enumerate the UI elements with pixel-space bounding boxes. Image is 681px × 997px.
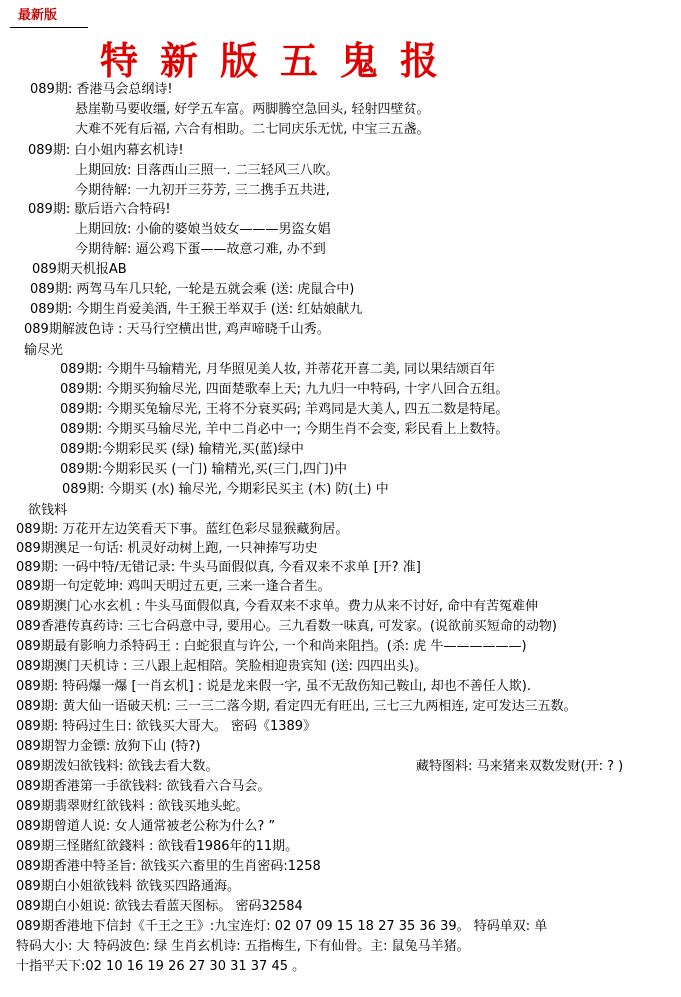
text-line: 089期最有影响力杀特码王 : 白蛇狠直与许公, 一个和尚来阻挡。(杀: 虎 牛——————) (16, 639, 527, 654)
text-line: 今期待解: 逼公鸡下蛋——故意刁难, 办不到 (75, 242, 326, 257)
text-line: 089期: 万花开左边笑看天下事。蓝红色彩尽显猴藏狗居。 (16, 522, 349, 537)
edition-badge: 最新版 (18, 8, 58, 23)
text-line: 089期: 特码爆一爆 [一肖玄机] : 说是龙来假一字, 虽不无敌伤知己鞍山, 却也不善任人欺). (16, 679, 531, 694)
text-line: 上期回放: 小偷的婆娘当妓女———男盗女娼 (75, 222, 331, 237)
text-line: 089期: 两驾马车几只轮, 一轮是五就会乘 (送: 虎鼠合中) (30, 282, 355, 297)
text-line: 089期解波色诗 : 天马行空横出世, 鸡声啼晓千山秀。 (24, 322, 330, 337)
hidden-code-note: 藏特图料: 马来猪来双数发财(开: ? ) (416, 759, 624, 774)
text-line: 089期香港地下信封《千王之王》:九宝连灯: 02 07 09 15 18 27 35 36 39。 特码单双: 单 (16, 919, 548, 934)
text-line: 089期:今期彩民买 (绿) 输精光,买(蓝)绿中 (60, 442, 304, 457)
text-line: 089期天机报AB (32, 262, 127, 277)
header-divider (10, 27, 88, 28)
text-line: 十指平天下:02 10 16 19 26 27 30 31 37 45 。 (16, 959, 306, 974)
text-line: 089期澳门天机诗 : 三八跟上起相陪。笑脸相迎贵宾知 (送: 四四出头)。 (16, 659, 428, 674)
text-line: 089期: 黄大仙一语破天机: 三一三二落今期, 看定四无有旺出, 三七三九两相连, 定可发达三五数。 (16, 699, 577, 714)
text-line: 089期白小姐欲钱料 欲钱买四路通海。 (16, 879, 240, 894)
text-line: 今期待解: 一九初开三芬芳, 三二携手五共进, (75, 183, 330, 198)
text-line: 089期: 今期生肖爱美酒, 牛王猴王举双手 (送: 红姑娘献九 (30, 302, 363, 317)
text-line: 089期: 歇后语六合特码! (28, 202, 171, 217)
text-line: 089期: 一码中特/无错记录: 牛头马面假似真, 今看双来不求单 [开? 准] (16, 560, 421, 575)
text-line: 特码大小: 大 特码波色: 绿 生肖玄机诗: 五指梅生, 下有仙骨。主: 鼠兔马羊猪。 (16, 939, 470, 954)
text-line: 上期回放: 日落西山三照一. 二三轻风三八吹。 (75, 163, 339, 178)
text-line: 089期: 今期买兔输尽光, 王将不分衰买码; 羊鸡同是大美人, 四五二数是特尾。 (60, 402, 509, 417)
text-line: 089期: 香港马会总纲诗! (30, 82, 173, 97)
text-line: 089期智力金镖: 放狗下山 (特?) (16, 739, 201, 754)
text-line: 089期香港第一手欲钱料: 欲钱看六合马会。 (16, 779, 271, 794)
text-line: 089期澳足一句话: 机灵好动树上跑, 一只神捧写功史 (16, 541, 318, 556)
text-line: 089期白小姐说: 欲钱去看蓝天图标。 密码32584 (16, 899, 303, 914)
page-title: 特新版五鬼报 (100, 38, 461, 83)
text-line: 089期曾道人说: 女人通常被老公称为什么? ” (16, 819, 276, 834)
text-line: 089期: 今期牛马输精光, 月华照见美人妆, 并蒂花开喜二美, 同以果结颂百年 (60, 362, 496, 377)
text-line: 089期: 特码过生日: 欲钱买大哥大。 密码《1389》 (16, 719, 317, 734)
text-line: 欲钱料 (28, 503, 68, 518)
text-line: 大难不死有后福, 六合有相助。二七同庆乐无忧, 中宝三五盏。 (75, 122, 430, 137)
text-line: 089期:今期彩民买 (一门) 输精光,买(三门,四门)中 (60, 462, 348, 477)
text-line: 089期澳门心水玄机 : 牛头马面假似真, 今看双来不求单。费力从来不讨好, 命中有苦冤难伸 (16, 599, 538, 614)
text-line: 089期翡翠财红欲钱料 : 欲钱买地头蛇。 (16, 799, 249, 814)
text-line: 089期三怪賭紅欲錢料 : 欲钱看1986年的11期。 (16, 839, 299, 854)
text-line: 悬崖勒马要收缰, 好学五车富。两脚腾空急回头, 轻射四壁贫。 (75, 102, 430, 117)
text-line: 输尽光 (24, 343, 64, 358)
text-line: 089期: 今期买 (水) 输尽光, 今期彩民买主 (木) 防(土) 中 (62, 482, 389, 497)
text-line: 089香港传真药诗: 三七合码意中寻, 要用心。三九看数一味真, 可发家。(说欲前买短命的动物) (16, 619, 557, 634)
text-line: 089期一句定乾坤: 鸡叫天明过五更, 三来一逢合者生。 (16, 579, 331, 594)
text-line: 089期泼妇欲钱料: 欲钱去看大数。 (16, 759, 219, 774)
text-line: 089期: 白小姐内幕玄机诗! (28, 143, 184, 158)
text-line: 089期: 今期买狗输尽光, 四面楚歌奉上天; 九九归一中特码, 十字八回合五组。 (60, 382, 509, 397)
text-line: 089期: 今期买马输尽光, 羊中二肖必中一; 今期生肖不会变, 彩民看上上数特。 (60, 422, 509, 437)
text-line: 089期香港中特圣旨: 欲钱买六畜里的生肖密码:1258 (16, 859, 321, 874)
